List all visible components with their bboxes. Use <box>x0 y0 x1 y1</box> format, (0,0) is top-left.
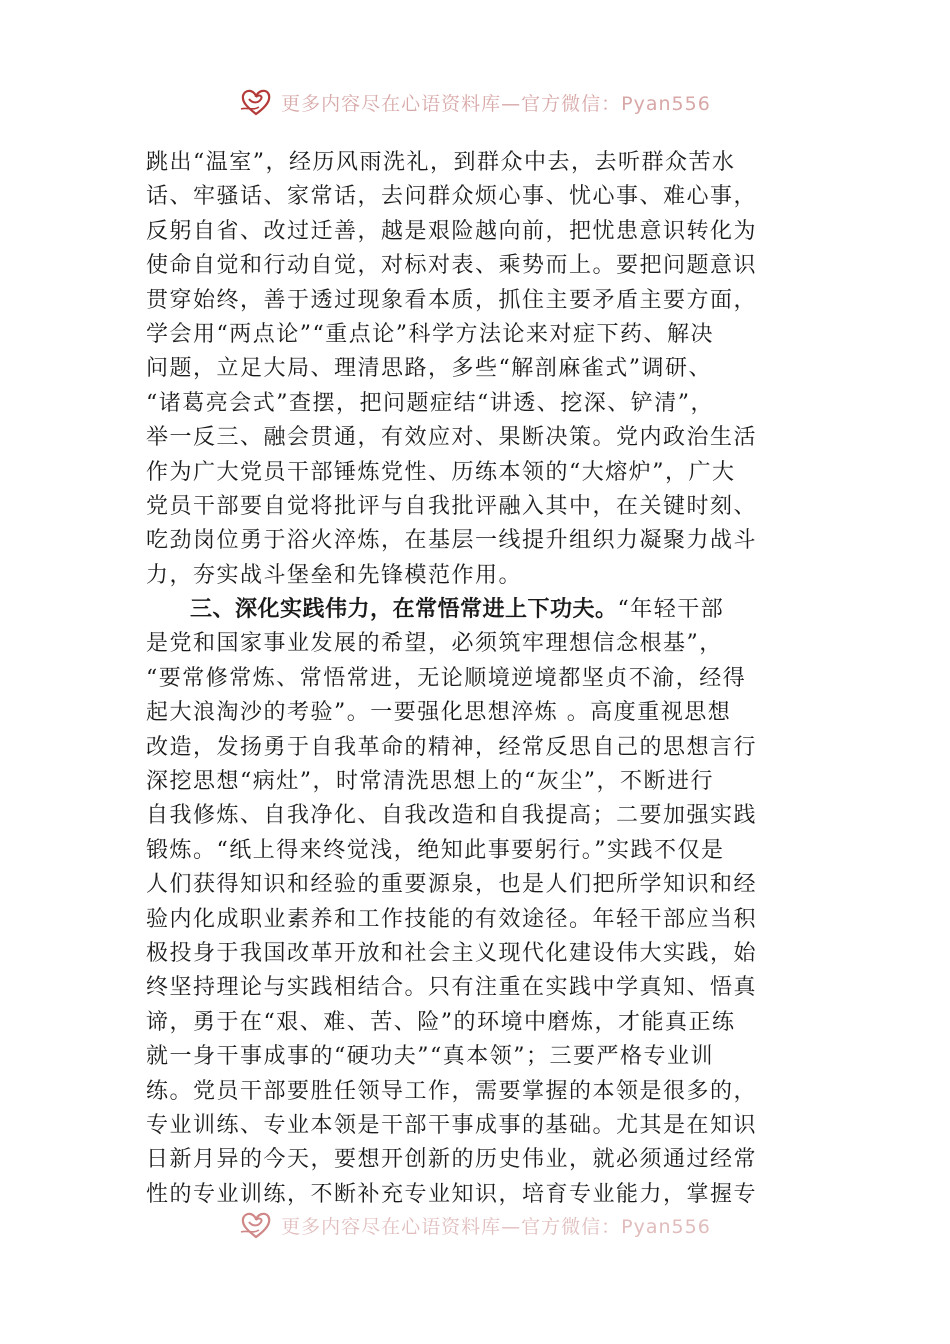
text-line: 验内化成职业素养和工作技能的有效途径。年轻干部应当积 <box>146 906 758 932</box>
text-span: “年轻干部 <box>617 597 725 623</box>
text-line: 谛，勇于在“艰、难、苦、险”的环境中磨炼，才能真正练 <box>146 1009 736 1035</box>
heart-swirl-logo-icon <box>239 85 273 119</box>
text-line: 起大浪淘沙的考验”。一要强化思想淬炼 。高度重视思想 <box>146 700 732 726</box>
watermark-header <box>0 82 950 122</box>
watermark-footer <box>0 1205 950 1245</box>
text-line: “要常修常炼、常悟常进，无论顺境逆境都坚贞不渝，经得 <box>146 665 747 691</box>
text-line: 反躬自省、改过迁善，越是艰险越向前，把忧患意识转化为 <box>146 218 758 244</box>
text-line: 人们获得知识和经验的重要源泉，也是人们把所学知识和经 <box>146 872 758 898</box>
text-line: 跳出“温室”，经历风雨洗礼，到群众中去，去听群众苦水 <box>146 150 736 175</box>
text-line: 问题，立足大局、理清思路，多些“解剖麻雀式”调研、 <box>146 356 712 382</box>
text-line: 自我修炼、自我净化、自我改造和自我提高；二要加强实践 <box>146 803 758 829</box>
text-line: 专业训练、专业本领是干部干事成事的基础。尤其是在知识 <box>146 1112 758 1138</box>
text-line: 改造，发扬勇于自我革命的精神，经常反思自己的思想言行 <box>146 734 758 760</box>
text-line: 锻炼。“纸上得来终觉浅，绝知此事要躬行。”实践不仅是 <box>146 837 725 863</box>
text-line: 举一反三、融会贯通，有效应对、果断决策。党内政治生活 <box>146 425 758 451</box>
paragraph-continued <box>146 146 812 593</box>
section-3-paragraph <box>146 593 812 1212</box>
text-line: 作为广大党员干部锤炼党性、历练本领的“大熔炉”，广大 <box>146 459 736 485</box>
text-line: 就一身干事成事的“硬功夫”“真本领”；三要严格专业训 <box>146 1044 714 1070</box>
heart-swirl-logo-icon <box>239 1208 273 1242</box>
section-3-heading: 三、深化实践伟力，在常悟常进上下功夫。 <box>190 597 618 623</box>
text-line: 话、牢骚话、家常话，去问群众烦心事、忧心事、难心事， <box>146 184 758 210</box>
text-line: “诸葛亮会式”查摆，把问题症结“讲透、挖深、铲清”， <box>146 390 714 416</box>
text-line: 极投身于我国改革开放和社会主义现代化建设伟大实践，始 <box>146 940 758 966</box>
text-line: 吃劲岗位勇于浴火淬炼，在基层一线提升组织力凝聚力战斗 <box>146 528 758 554</box>
watermark-text: 更多内容尽在心语资料库—官方微信：Pyan556 <box>281 92 711 115</box>
text-line: 终坚持理论与实践相结合。只有注重在实践中学真知、悟真 <box>146 975 758 1001</box>
text-line: 力，夯实战斗堡垒和先锋模范作用。 <box>146 562 523 588</box>
text-line: 学会用“两点论”“重点论”科学方法论来对症下药、解决 <box>146 321 714 347</box>
document-body <box>146 146 812 1212</box>
text-line: 党员干部要自觉将批评与自我批评融入其中，在关键时刻、 <box>146 493 758 519</box>
text-line: 深挖思想“病灶”，时常清洗思想上的“灰尘”，不断进行 <box>146 769 714 795</box>
section-3-first-line <box>146 593 812 627</box>
text-line: 是党和国家事业发展的希望，必须筑牢理想信念根基”， <box>146 631 723 657</box>
text-line: 练。党员干部要胜任领导工作，需要掌握的本领是很多的， <box>146 1078 758 1104</box>
text-line: 使命自觉和行动自觉，对标对表、乘势而上。要把问题意识 <box>146 253 758 279</box>
text-line: 日新月异的今天，要想开创新的历史伟业，就必须通过经常 <box>146 1147 758 1173</box>
text-line: 贯穿始终，善于透过现象看本质，抓住主要矛盾主要方面， <box>146 287 758 313</box>
text-line: 性的专业训练，不断补充专业知识，培育专业能力，掌握专 <box>146 1181 758 1207</box>
watermark-text: 更多内容尽在心语资料库—官方微信：Pyan556 <box>281 1215 711 1238</box>
